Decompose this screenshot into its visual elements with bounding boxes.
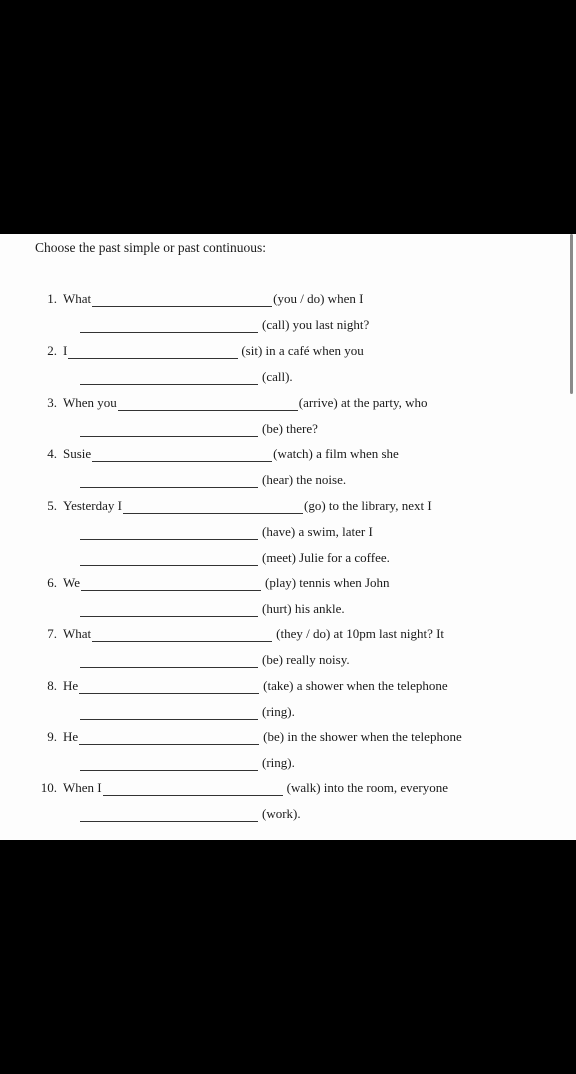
exercise-item-1 bbox=[35, 291, 363, 307]
exercise-item-2 bbox=[35, 343, 364, 359]
item-text: (call) you last night? bbox=[262, 317, 370, 332]
exercise-item-6 bbox=[35, 575, 390, 591]
scrollbar[interactable] bbox=[570, 234, 573, 394]
answer-blank[interactable] bbox=[103, 783, 283, 796]
item-lead-text: We bbox=[63, 575, 80, 590]
exercise-item-5-line-2 bbox=[79, 524, 373, 540]
answer-blank[interactable] bbox=[80, 320, 258, 333]
item-number: 3. bbox=[47, 395, 57, 410]
worksheet-page bbox=[0, 234, 576, 840]
answer-blank[interactable] bbox=[80, 553, 258, 566]
item-text: (hear) the noise. bbox=[262, 472, 347, 487]
answer-blank[interactable] bbox=[80, 655, 258, 668]
exercise-item-4 bbox=[35, 446, 399, 462]
item-number: 9. bbox=[47, 729, 57, 744]
item-number: 6. bbox=[47, 575, 57, 590]
item-number: 5. bbox=[47, 498, 57, 513]
exercise-item-5 bbox=[35, 498, 432, 514]
item-lead-text: When you bbox=[63, 395, 117, 410]
item-text: (hurt) his ankle. bbox=[262, 601, 345, 616]
item-text: (you / do) when I bbox=[273, 291, 364, 306]
item-text: (work). bbox=[262, 806, 301, 821]
answer-blank[interactable] bbox=[80, 372, 258, 385]
answer-blank[interactable] bbox=[92, 449, 272, 462]
item-number: 10. bbox=[40, 780, 57, 795]
answer-blank[interactable] bbox=[92, 629, 272, 642]
item-text: (take) a shower when the telephone bbox=[263, 678, 448, 693]
item-lead-text: When I bbox=[63, 780, 102, 795]
item-number: 1. bbox=[47, 291, 57, 306]
item-text: (play) tennis when John bbox=[265, 575, 390, 590]
answer-blank[interactable] bbox=[118, 398, 298, 411]
answer-blank[interactable] bbox=[81, 578, 261, 591]
item-number: 4. bbox=[47, 446, 57, 461]
item-text: (they / do) at 10pm last night? It bbox=[276, 626, 445, 641]
item-lead-text: What bbox=[63, 626, 92, 641]
item-text: (sit) in a café when you bbox=[241, 343, 364, 358]
exercise-item-2-line-2 bbox=[79, 369, 293, 385]
item-text: (be) really noisy. bbox=[262, 652, 350, 667]
answer-blank[interactable] bbox=[80, 809, 258, 822]
exercise-item-9-line-2 bbox=[79, 755, 295, 771]
item-lead-text: Yesterday I bbox=[63, 498, 122, 513]
item-text: (ring). bbox=[262, 755, 295, 770]
item-lead-text: Susie bbox=[63, 446, 92, 461]
item-number: 7. bbox=[47, 626, 57, 641]
item-lead-text: He bbox=[63, 729, 79, 744]
exercise-item-10-line-2 bbox=[79, 806, 301, 822]
exercise-item-3 bbox=[35, 395, 428, 411]
exercise-item-8-line-2 bbox=[79, 704, 295, 720]
item-text: (meet) Julie for a coffee. bbox=[262, 550, 390, 565]
answer-blank[interactable] bbox=[80, 527, 258, 540]
item-number: 2. bbox=[47, 343, 57, 358]
item-text: (watch) a film when she bbox=[273, 446, 399, 461]
exercise-item-7-line-2 bbox=[79, 652, 350, 668]
page-title: Choose the past simple or past continuous: bbox=[35, 240, 266, 255]
item-lead-text: He bbox=[63, 678, 79, 693]
exercise-item-5-line-3 bbox=[79, 550, 390, 566]
item-lead-text: I bbox=[63, 343, 68, 358]
answer-blank[interactable] bbox=[80, 424, 258, 437]
item-text: (go) to the library, next I bbox=[303, 498, 432, 513]
item-number: 8. bbox=[47, 678, 57, 693]
exercise-item-3-line-2 bbox=[79, 421, 318, 437]
answer-blank[interactable] bbox=[80, 758, 258, 771]
answer-blank[interactable] bbox=[80, 707, 258, 720]
answer-blank[interactable] bbox=[79, 732, 259, 745]
answer-blank[interactable] bbox=[80, 475, 258, 488]
item-text: (ring). bbox=[262, 704, 295, 719]
item-lead-text: What bbox=[63, 291, 92, 306]
item-text: (be) in the shower when the telephone bbox=[263, 729, 462, 744]
exercise-item-9 bbox=[35, 729, 462, 745]
exercise-item-7 bbox=[35, 626, 444, 642]
exercise-item-1-line-2 bbox=[79, 317, 369, 333]
exercise-item-8 bbox=[35, 678, 448, 694]
answer-blank[interactable] bbox=[79, 681, 259, 694]
item-text: (have) a swim, later I bbox=[262, 524, 373, 539]
answer-blank[interactable] bbox=[123, 501, 303, 514]
answer-blank[interactable] bbox=[92, 294, 272, 307]
answer-blank[interactable] bbox=[80, 604, 258, 617]
item-text: (arrive) at the party, who bbox=[298, 395, 428, 410]
item-text: (walk) into the room, everyone bbox=[286, 780, 448, 795]
answer-blank[interactable] bbox=[68, 346, 238, 359]
exercise-item-6-line-2 bbox=[79, 601, 345, 617]
exercise-item-4-line-2 bbox=[79, 472, 346, 488]
item-text: (call). bbox=[262, 369, 293, 384]
item-text: (be) there? bbox=[262, 421, 318, 436]
exercise-item-10 bbox=[35, 780, 448, 796]
